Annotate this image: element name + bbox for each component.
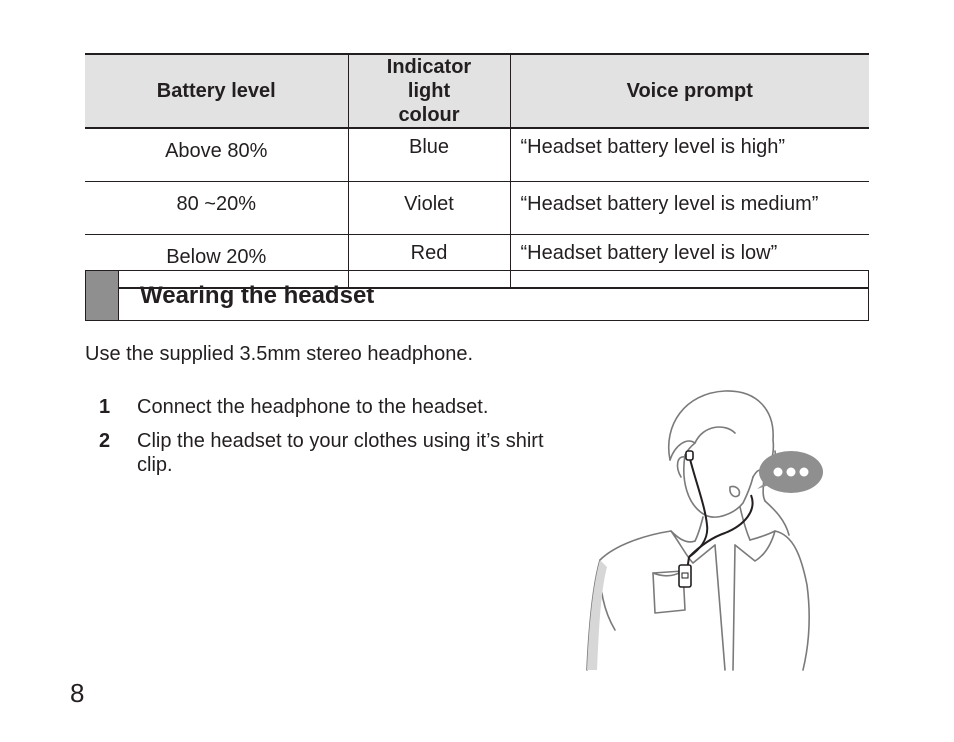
- battery-level-table: [85, 53, 869, 289]
- battery-level-cell: 80 ~20%: [85, 182, 348, 235]
- header-voice-prompt: Voice prompt: [510, 54, 869, 128]
- indicator-colour-cell: Violet: [348, 182, 510, 235]
- step-number: 1: [99, 396, 111, 418]
- header-indicator-light-colour: [348, 54, 510, 128]
- step-text: Clip the headset to your clothes using it’s shirt clip.: [137, 430, 544, 476]
- list-item: [99, 429, 559, 477]
- section-header: [85, 270, 869, 321]
- table-row: [85, 128, 869, 182]
- table-row: [85, 182, 869, 235]
- list-item: [99, 395, 559, 419]
- table-header-row: [85, 54, 869, 128]
- step-number: 2: [99, 430, 111, 452]
- page-number: 8: [70, 678, 85, 708]
- battery-level-cell: Above 80%: [85, 128, 348, 182]
- intro-text: Use the supplied 3.5mm stereo headphone.: [85, 343, 474, 365]
- header-indicator-light-colour-text: Indicator light colour: [386, 56, 472, 126]
- battery-level-cell: Below 20%: [166, 246, 267, 268]
- voice-prompt-cell: “Headset battery level is low”: [510, 235, 869, 289]
- section-title: Wearing the headset: [140, 282, 375, 309]
- indicator-colour-cell: Red: [348, 235, 510, 289]
- steps-list: [99, 395, 559, 487]
- header-battery-level: Battery level: [85, 54, 348, 128]
- voice-prompt-cell: “Headset battery level is medium”: [510, 182, 869, 235]
- section-marker: [86, 271, 119, 320]
- step-text: Connect the headphone to the headset.: [137, 396, 489, 418]
- indicator-colour-cell: Blue: [348, 128, 510, 182]
- voice-prompt-cell: “Headset battery level is high”: [510, 128, 869, 182]
- person-wearing-headset-illustration: [575, 385, 875, 675]
